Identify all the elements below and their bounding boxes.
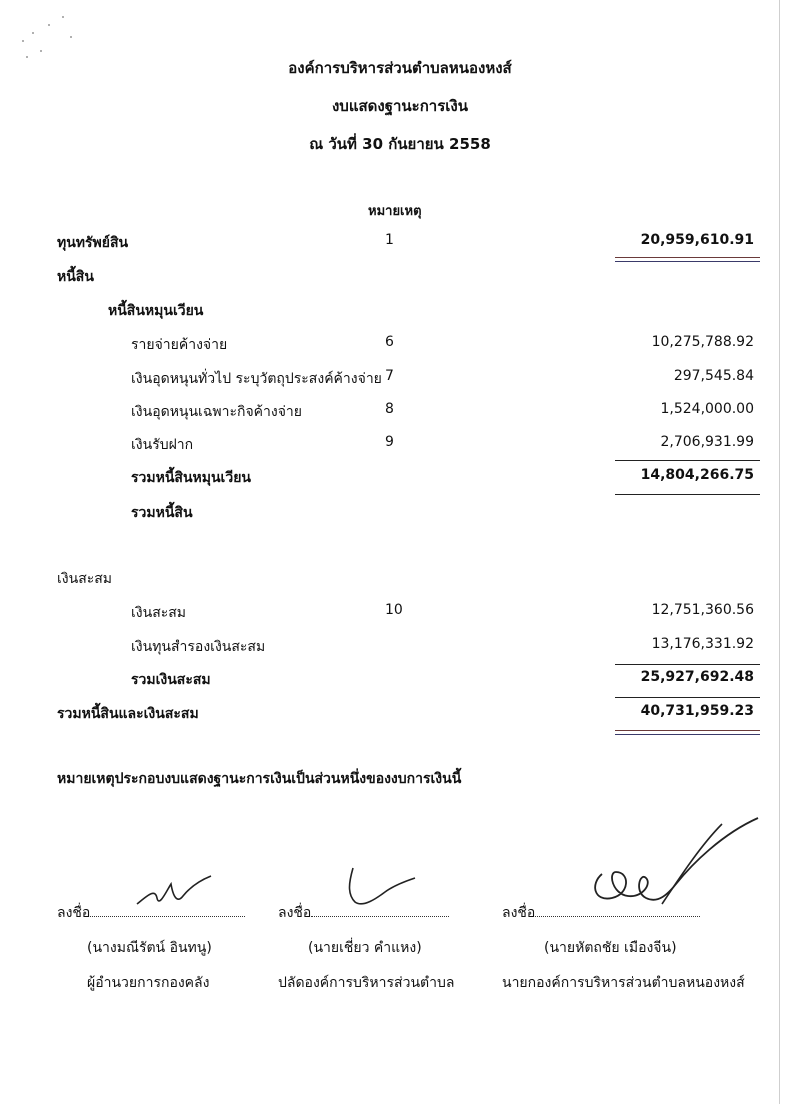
- underline-total-accumulated: [615, 697, 760, 698]
- row-label: หนี้สิน: [57, 269, 94, 285]
- row-amount: 10,275,788.92: [651, 334, 754, 350]
- handwritten-signature: [572, 814, 762, 914]
- row-note: 8: [385, 401, 394, 417]
- row-general-grant-payable: [0, 368, 800, 392]
- statement-date: ณ วันที่ 30 กันยายน 2558: [309, 135, 491, 153]
- signatory-name: (นางมณีรัตน์ อินทนู): [87, 940, 212, 956]
- double-underline-assets: [615, 257, 760, 262]
- row-amount: 297,545.84: [673, 368, 754, 384]
- row-amount: 12,751,360.56: [651, 602, 754, 618]
- signatory-position: นายกองค์การบริหารส่วนตำบลหนองหงส์: [502, 975, 745, 991]
- row-label: รวมหนี้สินหมุนเวียน: [131, 470, 251, 486]
- row-label: ทุนทรัพย์สิน: [57, 235, 129, 251]
- signature-block-chief-executive: [502, 902, 772, 1002]
- row-amount: 20,959,610.91: [640, 232, 754, 248]
- row-specific-grant-payable: [0, 401, 800, 425]
- signatory-position: ปลัดองค์การบริหารส่วนตำบล: [278, 975, 455, 991]
- signatory-name: (นายหัตถชัย เมืองจีน): [544, 940, 677, 956]
- organization-title: องค์การบริหารส่วนตำบลหนองหงส์: [288, 59, 512, 77]
- row-expenses-payable: [0, 334, 800, 358]
- row-label: เงินอุดหนุนทั่วไป ระบุวัตถุประสงค์ค้างจ่าย: [131, 371, 382, 387]
- row-reserve-fund: [0, 636, 800, 660]
- row-accumulated-fund: [0, 602, 800, 626]
- signature-prefix: ลงชื่อ: [502, 905, 536, 921]
- row-total-accumulated: [0, 669, 800, 693]
- signature-prefix: ลงชื่อ: [57, 905, 91, 921]
- underline-total-current: [615, 494, 760, 495]
- row-label: หนี้สินหมุนเวียน: [108, 303, 204, 319]
- row-current-liabilities-heading: [0, 300, 800, 324]
- signature-block-chief-administrator: [278, 902, 478, 1002]
- row-deposits: [0, 434, 800, 458]
- row-grand-total: [0, 703, 800, 727]
- underline-accumulated: [615, 664, 760, 665]
- row-label: เงินทุนสำรองเงินสะสม: [131, 639, 266, 655]
- row-label: เงินรับฝาก: [131, 437, 194, 453]
- statement-title: งบแสดงฐานะการเงิน: [331, 97, 468, 115]
- double-underline-grand-total: [615, 730, 760, 735]
- row-amount: 40,731,959.23: [640, 703, 754, 719]
- handwritten-signature: [127, 874, 217, 914]
- row-amount: 13,176,331.92: [651, 636, 754, 652]
- signatory-position: ผู้อำนวยการกองคลัง: [87, 975, 210, 991]
- row-label: เงินสะสม: [131, 605, 187, 621]
- row-assets: [0, 232, 800, 256]
- row-amount: 1,524,000.00: [660, 401, 754, 417]
- row-total-liabilities: [0, 502, 800, 526]
- statement-footnote: หมายเหตุประกอบงบแสดงฐานะการเงินเป็นส่วนหนึ่งของงบการเงินนี้: [57, 771, 462, 787]
- row-accumulated-heading: [0, 568, 800, 592]
- row-total-current-liabilities: [0, 467, 800, 491]
- row-label: รวมหนี้สินและเงินสะสม: [57, 706, 199, 722]
- signature-prefix: ลงชื่อ: [278, 905, 312, 921]
- row-label: เงินอุดหนุนเฉพาะกิจค้างจ่าย: [131, 404, 303, 420]
- row-label: รวมหนี้สิน: [131, 505, 193, 521]
- row-note: 1: [385, 232, 394, 248]
- note-column-heading: หมายเหตุ: [368, 204, 422, 219]
- row-label: รวมเงินสะสม: [131, 672, 211, 688]
- row-label: เงินสะสม: [57, 571, 113, 587]
- row-note: 10: [385, 602, 403, 618]
- row-amount: 25,927,692.48: [640, 669, 754, 685]
- row-note: 7: [385, 368, 394, 384]
- signature-block-finance-director: [57, 902, 257, 1002]
- row-note: 6: [385, 334, 394, 350]
- row-liabilities-heading: [0, 266, 800, 290]
- row-note: 9: [385, 434, 394, 450]
- underline-current-liabilities: [615, 460, 760, 461]
- signatory-name: (นายเชี่ยว คำแหง): [308, 940, 422, 956]
- row-amount: 14,804,266.75: [640, 467, 754, 483]
- row-label: รายจ่ายค้างจ่าย: [131, 337, 228, 353]
- handwritten-signature: [333, 864, 423, 914]
- row-amount: 2,706,931.99: [660, 434, 754, 450]
- scan-edge-line: [779, 0, 780, 1104]
